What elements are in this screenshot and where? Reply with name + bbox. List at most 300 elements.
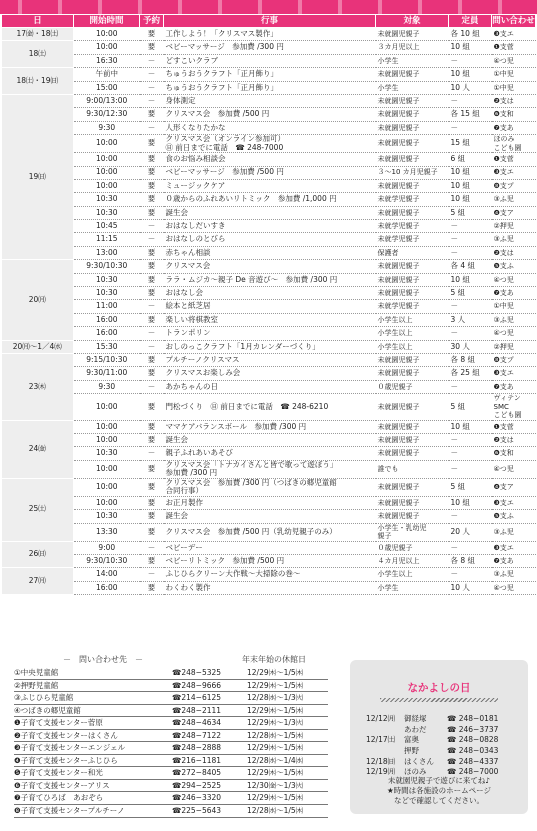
cell-date: 25㈯ [2, 478, 74, 541]
cell-capacity: 10 組 [449, 166, 492, 179]
cell-time: 9:00/13:00 [74, 94, 140, 107]
contact-holiday: 12/29㈭〜1/5㈭ [247, 768, 304, 778]
contact-holiday: 12/30㈮〜1/3㈫ [247, 780, 304, 790]
cell-capacity: 各 4 組 [449, 260, 492, 273]
cell-event: クリスマス会「トナカイさんと皆で歌って遊ぼう」 参加費 /300 円 [164, 460, 376, 478]
nakayoshi-title: なかよしの日 [407, 682, 471, 694]
contact-holiday: 12/29㈭〜1/3㈫ [247, 718, 304, 728]
cell-contact: ❻支和 [492, 108, 536, 121]
cell-capacity: 3 人 [449, 313, 492, 326]
cell-event: 誕生会 [164, 434, 376, 447]
nakayoshi-place: ほのみ [404, 767, 427, 777]
nakayoshi-phone: ☎ 248−0181 [447, 714, 499, 723]
contact-name: ❶子育て支援センター菅原 [14, 718, 103, 728]
cell-contact: ❼支あ [492, 555, 536, 568]
contact-name: ②押野児童館 [14, 680, 59, 690]
cell-capacity: － [449, 541, 492, 554]
cell-target: 未就学児親子 [376, 300, 449, 313]
cell-reservation: － [140, 81, 164, 94]
cell-target: 未就園児親子 [376, 496, 449, 509]
cell-time: 10:00 [74, 28, 140, 41]
cell-capacity: － [449, 434, 492, 447]
nakayoshi-place: あわだ [404, 724, 427, 734]
cell-event: ベビーリトミック 参加費 /500 円 [164, 555, 376, 568]
contact-phone: ☎272−8405 [172, 768, 222, 778]
cell-event: プルチーノクリスマス [164, 353, 376, 366]
cell-reservation: － [140, 54, 164, 67]
schedule-row [2, 478, 536, 496]
cell-reservation: 要 [140, 246, 164, 259]
cell-contact: ❶支菅 [492, 420, 536, 433]
schedule-row [2, 220, 536, 233]
schedule-row [2, 41, 536, 54]
cell-time: 10:00 [74, 166, 140, 179]
cell-contact: ❹支ア [492, 206, 536, 219]
cell-contact: ❻支和 [492, 447, 536, 460]
contact-holiday: 12/28㈬〜1/5㈭ [247, 806, 304, 816]
cell-contact: ④つ児 [492, 460, 536, 478]
cell-capacity: 各 10 組 [449, 28, 492, 41]
schedule-table [1, 14, 536, 595]
schedule-row [2, 193, 536, 206]
cell-target: 保護者 [376, 246, 449, 259]
cell-contact: ❶支菅 [492, 41, 536, 54]
cell-target: 未就園児親子 [376, 68, 449, 81]
cell-capacity: 6 組 [449, 153, 492, 166]
cell-reservation: 要 [140, 206, 164, 219]
cell-target: 未就園児親子 [376, 94, 449, 107]
contact-phone: ☎225−5643 [172, 806, 222, 816]
contact-phone: ☎216−1181 [172, 755, 222, 765]
nakayoshi-phone: ☎ 248−4337 [447, 756, 499, 766]
cell-reservation: 要 [140, 273, 164, 286]
cell-capacity: 15 組 [449, 135, 492, 153]
cell-reservation: － [140, 220, 164, 233]
cell-target: 小学生 [376, 581, 449, 594]
cell-time: 9:30 [74, 380, 140, 393]
cell-target: 未就園児親子 [376, 206, 449, 219]
cell-reservation: － [140, 327, 164, 340]
cell-time: 16:30 [74, 54, 140, 67]
cell-contact: ❸支エ [492, 28, 536, 41]
cell-event: おしのっこクラフト「1月カレンダーづくり」 [164, 340, 376, 353]
contact-holiday: 12/28㈬〜1/5㈭ [247, 730, 304, 740]
cell-target: 小学生 [376, 81, 449, 94]
nakayoshi-rows [366, 714, 524, 778]
schedule-row [2, 581, 536, 594]
cell-event: ちゅうおうクラフト「正月飾り」 [164, 68, 376, 81]
header-contact: 問い合わせ [492, 15, 535, 26]
cell-capacity: 5 組 [449, 206, 492, 219]
cell-target: 未就園児親子 [376, 287, 449, 300]
contact-phone: ☎246−3320 [172, 793, 222, 803]
cell-time: 10:00 [74, 394, 140, 421]
cell-contact: ④つ児 [492, 327, 536, 340]
cell-reservation: 要 [140, 41, 164, 54]
contact-name: ❸子育て支援センターエンジェル [14, 743, 126, 753]
cell-capacity: － [449, 327, 492, 340]
contact-holiday: 12/29㈭〜1/5㈭ [247, 793, 304, 803]
schedule-row [2, 206, 536, 219]
schedule-row [2, 353, 536, 366]
schedule-row [2, 273, 536, 286]
nakayoshi-place: はくさん [404, 756, 434, 766]
cell-capacity: 5 組 [449, 287, 492, 300]
cell-time: 9:00 [74, 541, 140, 554]
nakayoshi-row [366, 714, 524, 725]
cell-event: あかちゃんの日 [164, 380, 376, 393]
cell-event: 赤ちゃん相談 [164, 246, 376, 259]
cell-event: クリスマス会 参加費 /300 円（つばきの郷児童館 合同行事） [164, 478, 376, 496]
cell-contact: ❷支は [492, 94, 536, 107]
cell-contact: ①中児 [492, 81, 536, 94]
cell-event: トランポリン [164, 327, 376, 340]
cell-event: ふじひらクリーン大作戦〜大掃除の巻〜 [164, 568, 376, 581]
cell-time: 14:00 [74, 568, 140, 581]
schedule-row [2, 54, 536, 67]
cell-target: 未就園児親子 [376, 420, 449, 433]
schedule-row [2, 135, 536, 153]
schedule-row [2, 568, 536, 581]
cell-reservation: 要 [140, 135, 164, 153]
header-date: 日 [2, 15, 74, 28]
contact-holiday: 12/29㈭〜1/5㈭ [247, 743, 304, 753]
cell-capacity: 5 組 [449, 478, 492, 496]
cell-contact: ❸支エ [492, 367, 536, 380]
schedule-row [2, 447, 536, 460]
cell-event: おはなしのとびら [164, 233, 376, 246]
cell-date: 27㈪ [2, 568, 74, 595]
contact-phone: ☎248−9666 [172, 680, 222, 690]
cell-time: 10:00 [74, 478, 140, 496]
nakayoshi-box [350, 660, 528, 814]
cell-capacity: 各 25 組 [449, 367, 492, 380]
cell-reservation: － [140, 541, 164, 554]
cell-event: クリスマス会（オンライン参加可） ㊐ 前日までに電話 ☎ 248-7000 [164, 135, 376, 153]
cell-event: お正月製作 [164, 496, 376, 509]
contact-row [14, 755, 328, 768]
cell-target: 小学生以上 [376, 568, 449, 581]
cell-event: どすこいクラブ [164, 54, 376, 67]
nakayoshi-date: 12/12㈪ [366, 714, 396, 723]
nakayoshi-row [366, 746, 524, 757]
schedule-row [2, 179, 536, 192]
cell-event: ベビーマッサージ 参加費 /300 円 [164, 41, 376, 54]
cell-target: 小学生・乳幼児 親子 [376, 523, 449, 541]
nakayoshi-phone: ☎ 248−0343 [447, 746, 499, 756]
cell-target: 未就園児親子 [376, 179, 449, 192]
cell-time: 10:00 [74, 41, 140, 54]
cell-event: クリスマスお楽しみ会 [164, 367, 376, 380]
cell-contact: ③ふ児 [492, 313, 536, 326]
schedule-row [2, 510, 536, 523]
schedule-row [2, 555, 536, 568]
nakayoshi-place: 御経塚 [404, 714, 427, 723]
schedule-row [2, 523, 536, 541]
cell-reservation: 要 [140, 434, 164, 447]
cell-target: 未就学児親子 [376, 193, 449, 206]
cell-contact: ③ふ児 [492, 568, 536, 581]
contact-name: ③ふじひら児童館 [14, 693, 74, 703]
contact-row [14, 792, 328, 805]
cell-reservation: － [140, 447, 164, 460]
cell-date: 18㈯・19㈰ [2, 68, 74, 95]
cell-event: おはなし会 [164, 287, 376, 300]
nakayoshi-date [366, 725, 404, 736]
cell-event: 楽しい将棋教室 [164, 313, 376, 326]
cell-capacity: － [449, 568, 492, 581]
cell-contact: ④つ児 [492, 273, 536, 286]
cell-target: ３カ月児以上 [376, 41, 449, 54]
cell-capacity: 10 組 [449, 273, 492, 286]
cell-event: 門松づくり ㊐ 前日までに電話 ☎ 248-6210 [164, 394, 376, 421]
cell-capacity: － [449, 121, 492, 134]
cell-capacity: － [449, 460, 492, 478]
cell-time: 13:30 [74, 523, 140, 541]
cell-date: 23㈭ [2, 353, 74, 420]
cell-contact: ④つ児 [492, 54, 536, 67]
contact-phone: ☎214−6125 [172, 693, 222, 703]
schedule-row [2, 287, 536, 300]
cell-event: ０歳からのふれあいリトミック 参加費 /1,000 円 [164, 193, 376, 206]
cell-time: 16:00 [74, 313, 140, 326]
cell-date: 19㈰ [2, 94, 74, 259]
cell-time: 9:30 [74, 121, 140, 134]
cell-event: ベビーマッサージ 参加費 /500 円 [164, 166, 376, 179]
cell-reservation: 要 [140, 420, 164, 433]
cell-target: 未就園児親子 [376, 273, 449, 286]
cell-contact: ③ふ児 [492, 523, 536, 541]
nakayoshi-date: 12/17㈯ [366, 735, 396, 745]
contact-name: ❼子育てひろば あおぞら [14, 793, 104, 803]
cell-capacity: 5 組 [449, 394, 492, 421]
cell-reservation: 要 [140, 193, 164, 206]
nakayoshi-place: 富奥 [404, 735, 419, 745]
contact-phone: ☎294−2525 [172, 780, 222, 790]
cell-time: 10:00 [74, 153, 140, 166]
schedule-row [2, 460, 536, 478]
schedule-row [2, 327, 536, 340]
nakayoshi-date [366, 746, 404, 757]
cell-event: ちゅうおうクラフト「正月飾り」 [164, 81, 376, 94]
cell-capacity: 各 15 組 [449, 108, 492, 121]
schedule-row [2, 153, 536, 166]
cell-contact: ❷支は [492, 246, 536, 259]
nakayoshi-phone: ☎ 246−3737 [447, 724, 499, 734]
cell-target: 小学生以上 [376, 313, 449, 326]
contact-name: ①中央児童館 [14, 668, 59, 677]
contact-row [14, 692, 328, 705]
cell-time: 9:30/11:00 [74, 367, 140, 380]
cell-target: 小学生以上 [376, 340, 449, 353]
cell-contact: ❽支プ [492, 179, 536, 192]
header-capacity: 定員 [449, 15, 492, 28]
cell-time: 10:30 [74, 193, 140, 206]
cell-event: 絵本と紙芝居 [164, 300, 376, 313]
cell-event: 誕生会 [164, 510, 376, 523]
cell-reservation: 要 [140, 179, 164, 192]
contact-row [14, 742, 328, 755]
cell-contact: ③ふ児 [492, 193, 536, 206]
contact-row [14, 780, 328, 793]
cell-capacity: 30 人 [449, 340, 492, 353]
cell-event: 親子ふれあいあそび [164, 447, 376, 460]
schedule-row [2, 108, 536, 121]
contact-row [14, 680, 328, 693]
cell-capacity: － [449, 380, 492, 393]
cell-reservation: － [140, 233, 164, 246]
contact-holiday: 12/28㈬〜1/4㈬ [247, 755, 304, 765]
cell-event: 誕生会 [164, 206, 376, 219]
schedule-row [2, 380, 536, 393]
schedule-row [2, 68, 536, 81]
cell-target: 未就園児親子 [376, 153, 449, 166]
cell-target: 未就園児親子 [376, 510, 449, 523]
contact-phone: ☎248−2111 [172, 705, 222, 715]
schedule-row [2, 246, 536, 259]
contact-phone: ☎248−5325 [172, 668, 222, 677]
cell-target: 未就園児親子 [376, 121, 449, 134]
contact-holiday: 12/29㈭〜1/5㈭ [247, 680, 304, 690]
cell-capacity: 20 人 [449, 523, 492, 541]
cell-reservation: － [140, 568, 164, 581]
cell-contact: ヴィテンSMC こども園 [492, 394, 536, 421]
cell-capacity: － [449, 94, 492, 107]
cell-capacity: － [449, 447, 492, 460]
cell-capacity: 各 8 組 [449, 353, 492, 366]
cell-contact: ③ふ児 [492, 233, 536, 246]
cell-reservation: 要 [140, 496, 164, 509]
cell-capacity: 10 人 [449, 81, 492, 94]
contact-holiday: 12/29㈭〜1/5㈭ [247, 705, 304, 715]
cell-time: 10:00 [74, 460, 140, 478]
schedule-row [2, 28, 536, 41]
cell-event: おはなしだいすき [164, 220, 376, 233]
cell-time: 15:00 [74, 81, 140, 94]
cell-time: 10:30 [74, 510, 140, 523]
cell-reservation: 要 [140, 166, 164, 179]
schedule-row [2, 340, 536, 353]
contact-rows [14, 667, 328, 818]
cell-event: 食のお悩み相談会 [164, 153, 376, 166]
cell-target: 未就学児親子 [376, 233, 449, 246]
cell-time: 9:30/10:30 [74, 260, 140, 273]
header-event: 行事 [164, 15, 376, 28]
cell-reservation: 要 [140, 367, 164, 380]
cell-event: 人形くなりたかな [164, 121, 376, 134]
cell-time: 15:30 [74, 340, 140, 353]
cell-contact: ❶支菅 [492, 153, 536, 166]
cell-contact: ①中児 [492, 68, 536, 81]
cell-reservation: 要 [140, 287, 164, 300]
contact-list [14, 653, 328, 818]
cell-reservation: － [140, 94, 164, 107]
schedule-body [2, 28, 536, 595]
cell-reservation: 要 [140, 108, 164, 121]
nakayoshi-row [366, 725, 524, 736]
cell-time: 13:00 [74, 246, 140, 259]
header-reservation: 予約 [140, 15, 164, 28]
contact-row [14, 805, 328, 818]
nakayoshi-note: 未就園児親子で遊びに来てね♪ ★時間は各施設のホームページ などで確認してください。 [386, 776, 492, 805]
schedule-row [2, 394, 536, 421]
contact-list-title: － 問い合わせ先 － [63, 655, 143, 664]
cell-event: わくわく製作 [164, 581, 376, 594]
cell-date: 24㈮ [2, 420, 74, 478]
nakayoshi-phone: ☎ 248−0828 [447, 735, 499, 745]
cell-target: ４カ月児以上 [376, 555, 449, 568]
cell-date: 17㈮・18㈯ [2, 28, 74, 41]
cell-target: 未就園児親子 [376, 353, 449, 366]
cell-capacity: 10 組 [449, 179, 492, 192]
cell-time: 16:00 [74, 581, 140, 594]
contact-phone: ☎248−4634 [172, 718, 222, 728]
cell-contact: ④つ児 [492, 581, 536, 594]
cell-target: 未就園児親子 [376, 447, 449, 460]
cell-contact: ②押児 [492, 340, 536, 353]
cell-contact: ❺支ふ [492, 510, 536, 523]
schedule-row [2, 166, 536, 179]
schedule-row [2, 300, 536, 313]
cell-target: 未就園児親子 [376, 28, 449, 41]
nakayoshi-place: 押野 [404, 746, 419, 756]
cell-contact: ❼支あ [492, 380, 536, 393]
cell-contact: ほのみ こども園 [492, 135, 536, 153]
contact-row [14, 717, 328, 730]
cell-date: 20㈪〜1／4㈬ [2, 340, 74, 353]
cell-contact: ❹支ア [492, 478, 536, 496]
schedule-row [2, 541, 536, 554]
cell-date: 20㈪ [2, 260, 74, 340]
cell-reservation: 要 [140, 523, 164, 541]
contact-row [14, 667, 328, 680]
cell-contact: ❼支あ [492, 287, 536, 300]
cell-contact: ❼支あ [492, 121, 536, 134]
cell-target: 未就学児親子 [376, 220, 449, 233]
contact-phone: ☎248−7122 [172, 730, 222, 740]
cell-target: ０歳児親子 [376, 541, 449, 554]
cell-time: 16:00 [74, 327, 140, 340]
cell-reservation: 要 [140, 478, 164, 496]
cell-time: 10:00 [74, 135, 140, 153]
contact-list-header [14, 653, 328, 667]
cell-time: 9:30/10:30 [74, 555, 140, 568]
cell-time: 10:30 [74, 287, 140, 300]
cell-time: 10:30 [74, 273, 140, 286]
cell-reservation: 要 [140, 260, 164, 273]
cell-reservation: － [140, 121, 164, 134]
cell-event: ママケアバランスボール 参加費 /300 円 [164, 420, 376, 433]
schedule-header-row [2, 15, 536, 28]
cell-reservation: － [140, 68, 164, 81]
schedule-row [2, 434, 536, 447]
cell-event: 工作しよう！「クリスマス製作」 [164, 28, 376, 41]
nakayoshi-date: 12/19㈪ [366, 767, 396, 777]
cell-time: 10:00 [74, 496, 140, 509]
cell-time: 9:30/12:30 [74, 108, 140, 121]
cell-contact: ❽支プ [492, 353, 536, 366]
cell-target: 未就園児親子 [376, 394, 449, 421]
cell-date: 18㈯ [2, 41, 74, 68]
cell-reservation: － [140, 340, 164, 353]
cell-time: 午前中 [74, 68, 140, 81]
cell-reservation: － [140, 380, 164, 393]
cell-capacity: － [449, 246, 492, 259]
cell-contact: ①中児 [492, 300, 536, 313]
cell-reservation: 要 [140, 28, 164, 41]
cell-reservation: 要 [140, 153, 164, 166]
cell-capacity: － [449, 510, 492, 523]
